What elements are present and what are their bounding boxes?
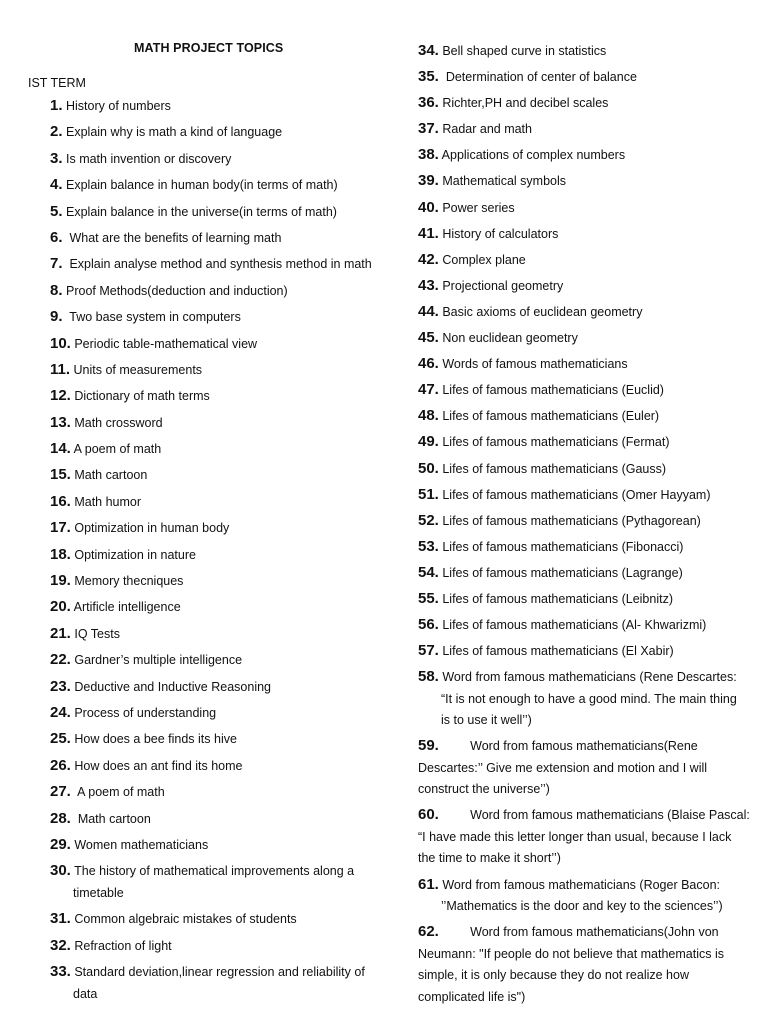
list-item-number: 5. xyxy=(50,202,63,220)
list-item xyxy=(50,438,390,461)
list-item-first-line xyxy=(418,197,758,220)
list-item-text: A poem of math xyxy=(74,785,165,800)
list-item xyxy=(50,781,390,804)
list-item-text: Optimization in nature xyxy=(74,547,196,562)
list-item xyxy=(50,253,390,276)
list-item xyxy=(418,144,758,167)
list-item-number: 28. xyxy=(50,809,71,827)
list-item-first-line xyxy=(50,95,390,118)
list-item-first-line xyxy=(50,121,390,144)
list-item-number: 13. xyxy=(50,413,71,431)
list-item-first-line xyxy=(50,908,390,931)
list-item xyxy=(418,301,758,324)
list-item-number: 62. xyxy=(418,923,439,941)
list-item-number: 53. xyxy=(418,537,439,555)
list-item xyxy=(50,174,390,197)
list-item-text: Lifes of famous mathematicians (Euler) xyxy=(442,409,660,424)
list-item xyxy=(50,649,390,672)
list-item-first-line xyxy=(50,649,390,672)
list-item-number: 49. xyxy=(418,433,439,451)
list-item-number: 31. xyxy=(50,910,71,928)
list-item-number: 19. xyxy=(50,572,71,590)
list-item xyxy=(418,804,758,870)
list-item-number: 3. xyxy=(50,149,63,167)
list-item xyxy=(50,201,390,224)
list-item xyxy=(418,735,758,801)
list-item xyxy=(418,197,758,220)
list-item-number: 47. xyxy=(418,381,439,399)
list-item xyxy=(418,874,758,918)
list-item-number: 39. xyxy=(418,172,439,190)
list-item xyxy=(50,702,390,725)
list-item-number: 9. xyxy=(50,308,63,326)
list-item-text: Standard deviation,linear regression and reliability of xyxy=(74,965,365,979)
list-item-first-line xyxy=(418,275,758,298)
list-item-first-line xyxy=(50,755,390,778)
list-item-number: 55. xyxy=(418,589,439,607)
list-item-number: 58. xyxy=(418,668,439,686)
list-item-text: Math cartoon xyxy=(74,811,151,826)
list-item-first-line xyxy=(418,804,758,827)
list-item-first-line xyxy=(50,596,390,619)
list-item-text: Word from famous mathematicians (Blaise Pascal: xyxy=(442,808,750,823)
list-item xyxy=(50,961,390,1005)
list-item-text: Deductive and Inductive Reasoning xyxy=(74,679,271,694)
list-item-number: 10. xyxy=(50,334,71,352)
list-item-text: Basic axioms of euclidean geometry xyxy=(442,304,643,319)
list-item-text: Proof Methods(deduction and induction) xyxy=(66,283,288,298)
list-item xyxy=(418,666,758,732)
list-item xyxy=(50,412,390,435)
list-item-text: Lifes of famous mathematicians (Omer Hayyam) xyxy=(442,487,711,502)
list-item xyxy=(418,431,758,454)
list-item-text: Explain balance in the universe(in terms of math) xyxy=(66,204,337,219)
list-item-text: Radar and math xyxy=(442,122,532,137)
list-item-first-line xyxy=(418,735,758,758)
list-item xyxy=(50,333,390,356)
list-item-text: What are the benefits of learning math xyxy=(66,230,282,245)
list-item-text: A poem of math xyxy=(73,442,162,457)
list-item-text: Lifes of famous mathematicians (Al- Khwarizmi) xyxy=(442,618,707,633)
list-item-number: 48. xyxy=(418,407,439,425)
list-item-first-line xyxy=(50,412,390,435)
list-item-text: Memory thecniques xyxy=(74,574,184,589)
list-item-text: Explain balance in human body(in terms of math) xyxy=(66,178,338,193)
list-item-first-line xyxy=(418,614,758,637)
list-item-first-line xyxy=(50,728,390,751)
list-item-text: Gardner’s multiple intelligence xyxy=(74,653,243,668)
list-item-number: 37. xyxy=(418,120,439,138)
list-item-text: Artificle intelligence xyxy=(73,600,181,615)
list-item xyxy=(418,510,758,533)
list-item xyxy=(418,353,758,376)
list-item-first-line xyxy=(50,253,390,276)
list-item xyxy=(418,640,758,663)
list-item-text: Applications of complex numbers xyxy=(441,148,626,163)
list-item xyxy=(418,40,758,63)
list-item-continuation: simple, it is only because they do not realize how xyxy=(418,968,689,983)
list-item xyxy=(418,379,758,402)
page-title: MATH PROJECT TOPICS xyxy=(134,41,284,55)
list-item-number: 2. xyxy=(50,123,63,141)
list-item-first-line xyxy=(50,491,390,514)
list-item-number: 15. xyxy=(50,466,71,484)
list-item-first-line xyxy=(50,935,390,958)
list-item-number: 22. xyxy=(50,651,71,669)
list-item xyxy=(418,66,758,89)
list-item xyxy=(50,544,390,567)
list-item-number: 16. xyxy=(50,492,71,510)
list-item xyxy=(50,808,390,831)
list-item-first-line xyxy=(50,676,390,699)
list-item xyxy=(418,275,758,298)
list-item-first-line xyxy=(418,379,758,402)
list-item-text: Power series xyxy=(442,200,515,215)
list-item-first-line xyxy=(418,536,758,559)
list-item-text: Periodic table-mathematical view xyxy=(74,336,258,351)
list-item-number: 17. xyxy=(50,519,71,537)
list-item-number: 14. xyxy=(50,440,71,458)
list-item xyxy=(50,121,390,144)
list-item xyxy=(50,728,390,751)
list-item-number: 57. xyxy=(418,642,439,660)
list-item-number: 23. xyxy=(50,677,71,695)
list-item-number: 40. xyxy=(418,198,439,216)
list-item-first-line xyxy=(418,301,758,324)
list-item-first-line xyxy=(418,40,758,63)
list-item-text: Refraction of light xyxy=(74,938,172,953)
list-item xyxy=(418,170,758,193)
list-item-text: Units of measurements xyxy=(73,362,203,377)
list-item-first-line xyxy=(418,640,758,663)
list-item-first-line xyxy=(418,431,758,454)
list-item-first-line xyxy=(418,405,758,428)
list-item-text: Word from famous mathematicians (Rene Descartes: xyxy=(442,670,737,685)
list-item-text: Dictionary of math terms xyxy=(74,389,210,404)
list-item-first-line xyxy=(418,921,758,944)
list-item-number: 43. xyxy=(418,276,439,294)
list-item-text: Explain analyse method and synthesis method in math xyxy=(66,257,372,272)
list-item-first-line xyxy=(50,781,390,804)
list-item-text: Optimization in human body xyxy=(74,521,230,536)
list-item-first-line xyxy=(50,201,390,224)
list-item-number: 41. xyxy=(418,224,439,242)
topic-list-left xyxy=(50,95,390,1009)
list-item xyxy=(50,385,390,408)
list-item-first-line xyxy=(50,174,390,197)
list-item-number: 30. xyxy=(50,862,71,880)
list-item-number: 12. xyxy=(50,387,71,405)
list-item xyxy=(418,921,758,1008)
list-item-text: Determination of center of balance xyxy=(442,70,637,85)
list-item-text: Complex plane xyxy=(442,252,526,267)
list-item-first-line xyxy=(50,333,390,356)
list-item-number: 27. xyxy=(50,783,71,801)
list-item-number: 4. xyxy=(50,176,63,194)
list-item-number: 26. xyxy=(50,756,71,774)
term-heading: IST TERM xyxy=(28,76,86,90)
list-item-number: 44. xyxy=(418,302,439,320)
list-item-continuation: “I have made this letter longer than usual, because I lack xyxy=(418,829,732,844)
list-item xyxy=(418,405,758,428)
list-item-first-line xyxy=(418,666,758,689)
list-item-number: 25. xyxy=(50,730,71,748)
list-item xyxy=(418,223,758,246)
list-item-first-line xyxy=(418,562,758,585)
list-item xyxy=(50,95,390,118)
list-item-continuation: is to use it well’’) xyxy=(441,713,532,728)
list-item-number: 42. xyxy=(418,250,439,268)
list-item-text: Lifes of famous mathematicians (El Xabir) xyxy=(442,644,674,659)
list-item-text: Word from famous mathematicians (Roger Bacon: xyxy=(442,877,720,892)
list-item-text: IQ Tests xyxy=(74,626,120,641)
list-item-number: 38. xyxy=(418,146,439,164)
list-item-first-line xyxy=(418,353,758,376)
topic-list-right xyxy=(418,40,758,1012)
list-item-text: Word from famous mathematicians(John von xyxy=(442,925,719,940)
list-item-first-line xyxy=(50,148,390,171)
list-item-first-line xyxy=(50,808,390,831)
list-item-number: 8. xyxy=(50,281,63,299)
list-item-number: 7. xyxy=(50,255,63,273)
list-item-text: Two base system in computers xyxy=(66,310,241,325)
list-item-first-line xyxy=(50,464,390,487)
list-item-text: History of numbers xyxy=(66,99,171,113)
list-item-text: Lifes of famous mathematicians (Fibonacci) xyxy=(442,539,684,554)
list-item-first-line xyxy=(418,92,758,115)
list-item-number: 61. xyxy=(418,875,439,893)
list-item-text: Word from famous mathematicians(Rene xyxy=(442,739,698,754)
list-item-text: Is math invention or discovery xyxy=(66,151,232,166)
list-item-first-line xyxy=(50,623,390,646)
list-item xyxy=(418,327,758,350)
list-item-first-line xyxy=(50,702,390,725)
list-item-first-line xyxy=(418,144,758,167)
list-item-number: 59. xyxy=(418,737,439,755)
list-item-number: 46. xyxy=(418,355,439,373)
list-item xyxy=(418,562,758,585)
list-item-number: 50. xyxy=(418,459,439,477)
list-item-number: 54. xyxy=(418,563,439,581)
list-item-text: Lifes of famous mathematicians (Leibnitz) xyxy=(442,591,674,606)
list-item-continuation: timetable xyxy=(73,885,124,900)
list-item xyxy=(50,755,390,778)
list-item xyxy=(50,464,390,487)
list-item-number: 11. xyxy=(50,360,71,378)
list-item-number: 32. xyxy=(50,936,71,954)
list-item-first-line xyxy=(50,834,390,857)
list-item-first-line xyxy=(50,306,390,329)
list-item-first-line xyxy=(50,544,390,567)
list-item-number: 60. xyxy=(418,806,439,824)
list-item-text: Math crossword xyxy=(74,415,163,430)
list-item-text: Projectional geometry xyxy=(442,278,564,293)
list-item xyxy=(50,280,390,303)
list-item-first-line xyxy=(50,860,390,883)
list-item-text: The history of mathematical improvements along a xyxy=(74,864,355,879)
list-item-text: Lifes of famous mathematicians (Pythagorean) xyxy=(442,513,701,528)
list-item-text: Math cartoon xyxy=(74,468,148,483)
list-item-text: Process of understanding xyxy=(74,705,217,720)
list-item xyxy=(50,517,390,540)
list-item-number: 24. xyxy=(50,703,71,721)
list-item-text: Women mathematicians xyxy=(74,837,209,852)
list-item-continuation: “It is not enough to have a good mind. The main thing xyxy=(441,691,737,706)
list-item-first-line xyxy=(418,510,758,533)
list-item-first-line xyxy=(418,458,758,481)
list-item-number: 56. xyxy=(418,616,439,634)
list-item-continuation: construct the universe’’) xyxy=(418,782,550,797)
list-item-number: 21. xyxy=(50,624,71,642)
list-item-continuation: Descartes:’’ Give me extension and motion and I will xyxy=(418,760,708,775)
list-item xyxy=(50,148,390,171)
list-item-first-line xyxy=(50,438,390,461)
list-item xyxy=(50,227,390,250)
list-item-text: Mathematical symbols xyxy=(442,174,566,189)
list-item xyxy=(418,118,758,141)
list-item xyxy=(50,491,390,514)
list-item-text: Lifes of famous mathematicians (Fermat) xyxy=(442,435,670,450)
list-item-text: How does an ant find its home xyxy=(74,758,243,773)
list-item xyxy=(50,676,390,699)
list-item-number: 34. xyxy=(418,42,439,59)
list-item xyxy=(418,588,758,611)
list-item-number: 35. xyxy=(418,68,439,86)
list-item xyxy=(418,484,758,507)
list-item-number: 52. xyxy=(418,511,439,529)
list-item xyxy=(50,860,390,904)
list-item-first-line xyxy=(418,327,758,350)
list-item-continuation: ’’Mathematics is the door and key to the sciences’’) xyxy=(441,899,723,914)
list-item-text: Bell shaped curve in statistics xyxy=(442,44,607,58)
list-item-text: Lifes of famous mathematicians (Gauss) xyxy=(442,461,667,476)
list-item-first-line xyxy=(418,484,758,507)
list-item-continuation: complicated life is") xyxy=(418,989,526,1004)
list-item-first-line xyxy=(50,280,390,303)
list-item xyxy=(50,359,390,382)
list-item xyxy=(418,458,758,481)
list-item xyxy=(50,596,390,619)
list-item-first-line xyxy=(418,874,758,897)
list-item-text: Explain why is math a kind of language xyxy=(66,125,283,140)
list-item-first-line xyxy=(418,249,758,272)
list-item-number: 18. xyxy=(50,545,71,563)
list-item-text: Lifes of famous mathematicians (Euclid) xyxy=(442,383,664,398)
list-item xyxy=(418,614,758,637)
list-item-continuation: data xyxy=(73,986,98,1001)
list-item xyxy=(50,306,390,329)
list-item-text: History of calculators xyxy=(442,226,559,241)
list-item-first-line xyxy=(418,118,758,141)
list-item xyxy=(50,570,390,593)
list-item-number: 36. xyxy=(418,94,439,112)
list-item xyxy=(50,834,390,857)
list-item-number: 33. xyxy=(50,963,71,980)
list-item xyxy=(50,935,390,958)
list-item-text: How does a bee finds its hive xyxy=(74,732,237,747)
list-item-number: 1. xyxy=(50,97,63,114)
list-item-first-line xyxy=(418,170,758,193)
list-item-first-line xyxy=(418,223,758,246)
list-item-number: 45. xyxy=(418,329,439,347)
list-item xyxy=(418,249,758,272)
list-item xyxy=(418,92,758,115)
list-item-number: 29. xyxy=(50,835,71,853)
list-item-first-line xyxy=(50,385,390,408)
list-item-continuation: Neumann: "If people do not believe that mathematics is xyxy=(418,946,724,961)
list-item-text: Words of famous mathematicians xyxy=(442,357,628,372)
list-item-first-line xyxy=(418,588,758,611)
list-item-first-line xyxy=(50,227,390,250)
list-item-first-line xyxy=(50,517,390,540)
list-item-text: Richter,PH and decibel scales xyxy=(442,96,609,111)
list-item-first-line xyxy=(50,961,390,984)
list-item-number: 6. xyxy=(50,228,63,246)
list-item-first-line xyxy=(418,66,758,89)
list-item-continuation: the time to make it short’’) xyxy=(418,851,561,866)
list-item-text: Common algebraic mistakes of students xyxy=(74,912,297,927)
list-item xyxy=(50,908,390,931)
list-item-number: 51. xyxy=(418,485,439,503)
list-item-text: Non euclidean geometry xyxy=(442,331,578,346)
list-item xyxy=(418,536,758,559)
list-item-first-line xyxy=(50,570,390,593)
list-item-text: Lifes of famous mathematicians (Lagrange) xyxy=(442,565,683,580)
list-item-text: Math humor xyxy=(74,494,142,509)
list-item-first-line xyxy=(50,359,390,382)
list-item-number: 20. xyxy=(50,598,71,616)
list-item xyxy=(50,623,390,646)
